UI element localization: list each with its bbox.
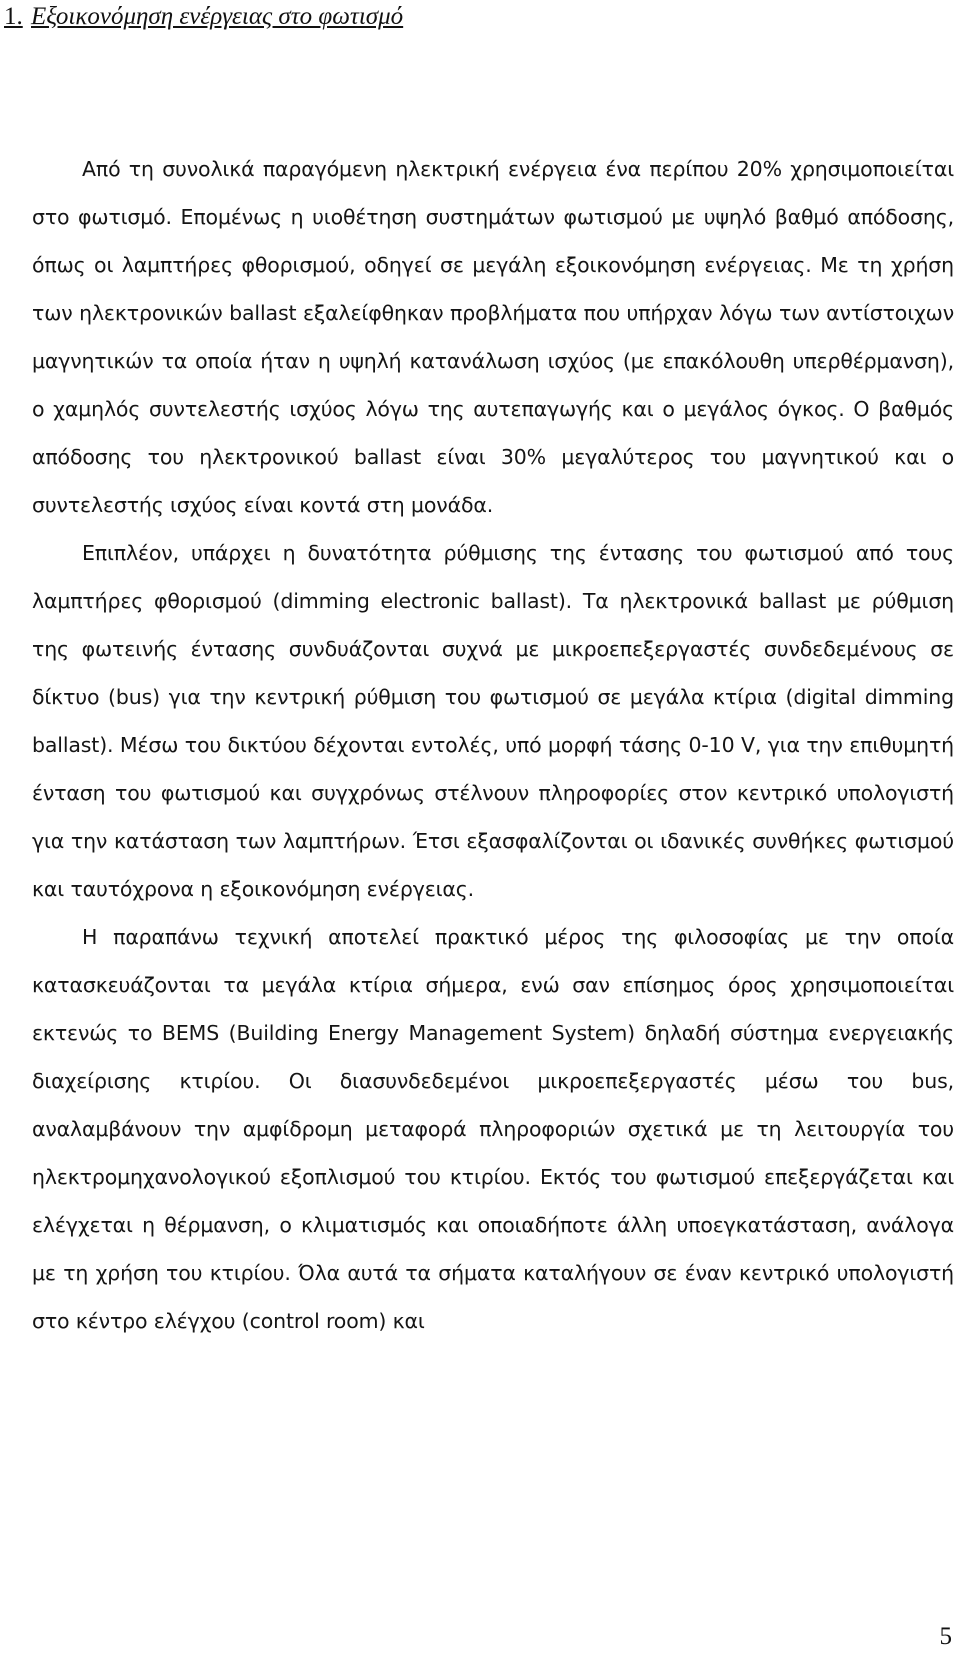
section-title: Εξοικονόμηση ενέργειας στο φωτισμό bbox=[31, 3, 404, 30]
section-heading bbox=[4, 2, 403, 32]
paragraph-lighting-efficiency: Από τη συνολικά παραγόμενη ηλεκτρική ενέργεια ένα περίπου 20% χρησιμοποιείται στο φωτισμό. Επομένως η υιοθέτηση συστημάτων φωτισμού με υψηλό βαθμό απόδοσης, όπως οι λαμπτήρες φθορισμού, οδηγεί σε μεγάλη εξοικονόμηση ενέργειας. Με τη χρήση των ηλεκτρονικών ballast εξαλείφθηκαν προβλήματα που υπήρχαν λόγω των αντίστοιχων μαγνητικών τα οποία ήταν η υψηλή κατανάλωση ισχύος (με επακόλουθη υπερθέρμανση), ο χαμηλός συντελεστής ισχύος λόγω της αυτεπαγωγής και ο μεγάλος όγκος. Ο βαθμός απόδοσης του ηλεκτρονικού ballast είναι 30% μεγαλύτερος του μαγνητικού και ο συντελεστής ισχύος είναι κοντά στη μονάδα. bbox=[32, 157, 954, 517]
section-number: 1. bbox=[4, 3, 23, 30]
paragraph-dimming-ballast: Επιπλέον, υπάρχει η δυνατότητα ρύθμισης της έντασης του φωτισμού από τους λαμπτήρες φθορισμού (dimming electronic ballast). Τα ηλεκτρονικά ballast με ρύθμιση της φωτεινής έντασης συνδυάζονται συχνά με μικροεπεξεργαστές συνδεδεμένους σε δίκτυο (bus) για την κεντρική ρύθμιση του φωτισμού σε μεγάλα κτίρια (digital dimming ballast). Μέσω του δικτύου δέχονται εντολές, υπό μορφή τάσης 0-10 V, για την επιθυμητή ένταση του φωτισμού και συγχρόνως στέλνουν πληροφορίες στον κεντρικό υπολογιστή για την κατάσταση των λαμπτήρων. Έτσι εξασφαλίζονται οι ιδανικές συνθήκες φωτισμού και ταυτόχρονα η εξοικονόμηση ενέργειας. bbox=[32, 541, 954, 901]
body-text bbox=[32, 145, 954, 1345]
paragraph-bems: Η παραπάνω τεχνική αποτελεί πρακτικό μέρος της φιλοσοφίας με την οποία κατασκευάζονται τα μεγάλα κτίρια σήμερα, ενώ σαν επίσημος όρος χρησιμοποιείται εκτενώς το BEMS (Building Energy Management System) δηλαδή σύστημα ενεργειακής διαχείρισης κτιρίου. Οι διασυνδεδεμένοι μικροεπεξεργαστές μέσω του bus, αναλαμβάνουν την αμφίδρομη μεταφορά πληροφοριών σχετικά με τη λειτουργία του ηλεκτρομηχανολογικού εξοπλισμού του κτιρίου. Εκτός του φωτισμού επεξεργάζεται και ελέγχεται η θέρμανση, ο κλιματισμός και οποιαδήποτε άλλη υποεγκατάσταση, ανάλογα με τη χρήση του κτιρίου. Όλα αυτά τα σήματα καταλήγουν σε έναν κεντρικό υπολογιστή στο κέντρο ελέγχου (control room) και bbox=[32, 925, 954, 1333]
page-number: 5 bbox=[939, 1623, 952, 1650]
